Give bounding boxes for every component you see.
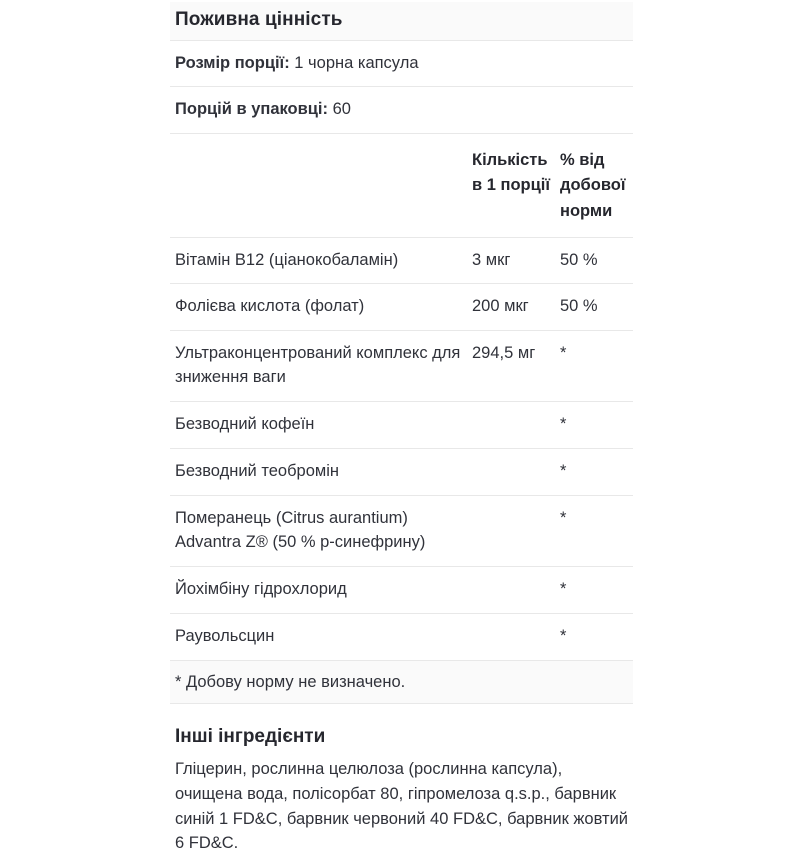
nutrient-daily-value: 50 % bbox=[555, 237, 633, 284]
other-ingredients-heading: Інші інгредієнти bbox=[175, 726, 326, 748]
nutrient-name: Померанець (Citrus aurantium) Advantra Z® (50 % p-синефрину) bbox=[170, 496, 467, 567]
panel-title-row bbox=[170, 2, 633, 41]
nutrient-daily-value: * bbox=[555, 331, 633, 402]
serving-size-value: 1 чорна капсула bbox=[294, 54, 419, 72]
nutrient-amount bbox=[467, 613, 555, 660]
daily-value-footnote: * Добову норму не визначено. bbox=[170, 661, 633, 704]
table-row bbox=[170, 449, 633, 496]
daily-value-column-header: % від добової норми bbox=[555, 134, 633, 237]
nutrient-name: Фолієва кислота (фолат) bbox=[170, 284, 467, 331]
table-row bbox=[170, 284, 633, 331]
nutrient-name: Безводний кофеїн bbox=[170, 402, 467, 449]
nutrient-amount bbox=[467, 566, 555, 613]
table-row bbox=[170, 331, 633, 402]
table-header-row bbox=[170, 134, 633, 237]
nutrient-amount: 3 мкг bbox=[467, 237, 555, 284]
table-row bbox=[170, 613, 633, 660]
other-ingredients-section bbox=[170, 726, 633, 856]
nutrient-name: Безводний теобромін bbox=[170, 449, 467, 496]
nutrient-amount bbox=[467, 496, 555, 567]
nutrient-amount: 294,5 мг bbox=[467, 331, 555, 402]
nutrient-amount: 200 мкг bbox=[467, 284, 555, 331]
nutrient-daily-value: * bbox=[555, 402, 633, 449]
nutrient-daily-value: * bbox=[555, 566, 633, 613]
nutrient-amount bbox=[467, 402, 555, 449]
nutrient-name: Раувольсцин bbox=[170, 613, 467, 660]
nutrient-daily-value: 50 % bbox=[555, 284, 633, 331]
nutrient-name: Ультраконцентрований комплекс для зниження ваги bbox=[170, 331, 467, 402]
nutrient-daily-value: * bbox=[555, 496, 633, 567]
page-title: Поживна цінність bbox=[175, 9, 343, 30]
table-row bbox=[170, 237, 633, 284]
servings-per-container-row bbox=[170, 87, 633, 133]
table-row bbox=[170, 496, 633, 567]
nutrient-name: Йохімбіну гідрохлорид bbox=[170, 566, 467, 613]
nutrient-name: Вітамін B12 (ціанокобаламін) bbox=[170, 237, 467, 284]
serving-size-label: Розмір порції: bbox=[175, 54, 290, 72]
table-row bbox=[170, 402, 633, 449]
nutrient-daily-value: * bbox=[555, 613, 633, 660]
servings-per-container-value: 60 bbox=[332, 100, 351, 119]
supplement-facts-panel bbox=[170, 0, 633, 856]
serving-size-row bbox=[170, 41, 633, 87]
other-ingredients-text: Гліцерин, рослинна целюлоза (рослинна капсула), очищена вода, полісорбат 80, гіпромелоза q.s.p., барвник синій 1 FD&C, барвник червоний 40 FD&C, барвник жовтий 6 FD&C. bbox=[175, 760, 629, 853]
nutrient-amount bbox=[467, 449, 555, 496]
nutrient-daily-value: * bbox=[555, 449, 633, 496]
servings-per-container-label: Порцій в упаковці: bbox=[175, 100, 329, 119]
amount-column-header: Кількість в 1 порції bbox=[467, 134, 555, 237]
nutrients-table bbox=[170, 134, 633, 661]
table-row bbox=[170, 566, 633, 613]
nutrient-column-header bbox=[170, 134, 467, 237]
